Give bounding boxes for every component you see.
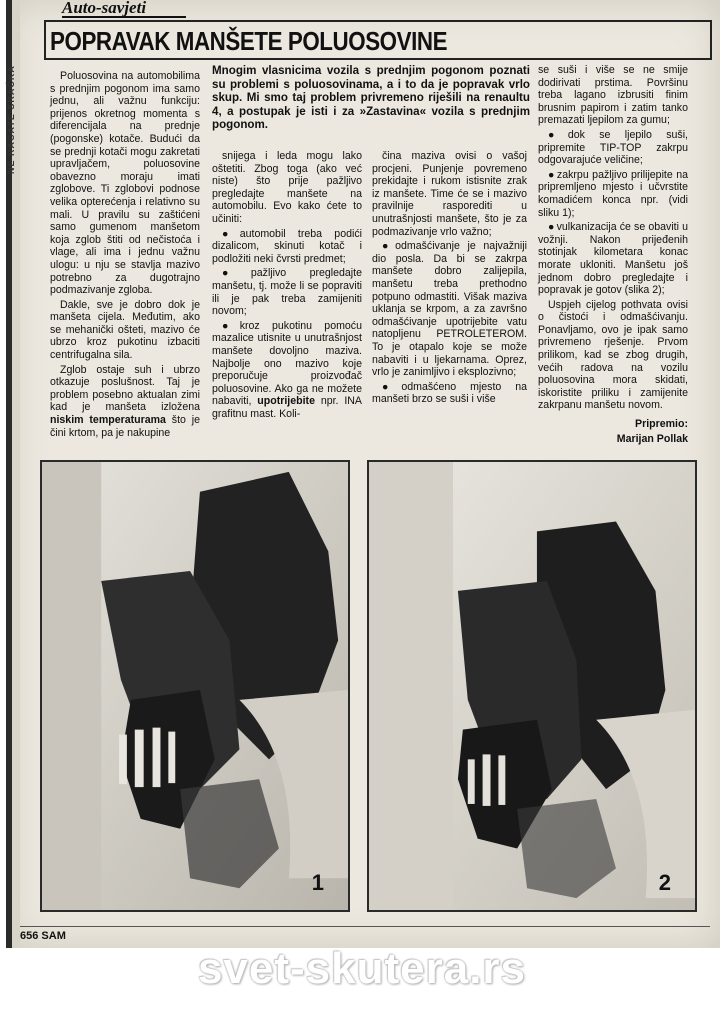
footer-rule	[20, 926, 710, 927]
paragraph: čina maziva ovisi o vašoj procjeni. Punjenje povremeno prekidajte i rukom istisnite zrak iz manšete. Time će se i mazivo pravilnije rasporediti u unutrašnjosti manšete, što je za podmazivanje vrlo važno;	[372, 150, 527, 238]
bullet-icon: ●	[222, 267, 249, 280]
paragraph: se suši i više se ne smije dodirivati prstima. Površinu treba lagano izbrusiti finim brusnim papirom i zatim tanko premazati ljepilom za gumu;	[538, 64, 688, 127]
author-credit-name: Marijan Pollak	[616, 432, 688, 445]
photo-number: 2	[658, 870, 671, 895]
bullet-item	[212, 267, 362, 317]
page-folio: 656 SAM	[20, 930, 66, 942]
text-column-3	[372, 150, 527, 408]
bullet-icon: ●	[548, 128, 566, 141]
paragraph: snijega i leda mogu lako oštetiti. Zbog toga (ako već niste) što prije pažljivo pregledajte manšete na automobilu. Evo kako ćete to učiniti:	[212, 150, 362, 225]
watermark: svet-skutera.rs	[197, 944, 527, 993]
bullet-item	[372, 381, 527, 406]
bullet-text: odmašćivanje je najvažniji dio posla. Da bi se zakrpa manšete dobro zalijepila, manšetu treba prethodno potpuno odmastiti. Višak maziva uklanja se krpom, a za završno odmašćivanje upotrijebite vatu natopljenu PETROLETEROM. To je otapalo koje se može nabaviti i u ljekarnama. Oprez, vrlo je zanimljivo i eksplozivno;	[372, 240, 527, 379]
paragraph: Poluosovina na automobilima s prednjim pogonom ima samo jednu, ali važnu funkciju: prijenos okretnog momenta s diferencijala na prednje (pogonske) kotače. Budući da se prednji kotači mogu zakretati upravljačem, poluosovine obavezno moraju imati zglobove. Ti zglobovi podnose velika opterećenja i relativno su mali. U pravilu su zaštićeni samo gumenom manšetom koja zglob štiti od nečistoća i vlage, ali ima i jednu važnu ulogu: u nju se stavlja mazivo potrebno za dugotrajno podmazivanje zgloba.	[50, 70, 200, 297]
bullet-icon: ●	[382, 380, 400, 393]
paragraph: Uspjeh cijelog pothvata ovisi o čistoći i odmašćivanju. Ponavljamo, ovo je ipak samo privremeno rješenje. Prvom prilikom, kad se zbog drugih, većih radova na vozilu poluosovina mora skidati, iskoristite priliku i zamijenite zakrpanu manšetu novom.	[538, 298, 688, 412]
bullet-text: vulkanizacija će se obaviti u vožnji. Nakon prijeđenih stotinjak kilometara konac morate ukloniti. Manšetu još jednom dobro pregledajte i popravak je gotov (slika 2);	[538, 221, 688, 297]
photo-2	[367, 460, 697, 912]
bullet-item	[212, 228, 362, 266]
article-headline: POPRAVAK MANŠETE POLUOSOVINE	[50, 26, 448, 56]
bullet-icon: ●	[382, 240, 394, 253]
bullet-item	[372, 240, 527, 379]
text-run-bold: niskim temperaturama	[50, 414, 166, 427]
bullet-item	[538, 129, 688, 167]
text-run: Zglob ostaje suh i ubrzo otkazuje poslušnost. Taj je problem posebno aktualan zimi kad je manšeta izložena	[50, 363, 200, 414]
text-column-1	[50, 70, 200, 441]
author-credit-label: Pripremio:	[635, 418, 688, 431]
text-column-4	[538, 64, 688, 447]
photo-1	[40, 460, 350, 912]
bullet-icon: ●	[548, 168, 555, 181]
photo-number: 1	[311, 870, 324, 895]
cv-joint-boot-photo	[42, 462, 348, 910]
bullet-icon: ●	[222, 227, 238, 240]
cv-joint-boot-photo	[369, 462, 695, 910]
bullet-icon: ●	[548, 221, 555, 234]
text-run: što je čini krtom, pa je nakupine	[50, 414, 201, 439]
paragraph	[50, 364, 200, 440]
bullet-item	[538, 169, 688, 219]
paragraph: Dakle, sve je dobro dok je manšeta cijela. Međutim, ako se mehanički ošteti, mazivo će ubrzo kroz pukotinu izbaciti centrifugalna sila.	[50, 298, 200, 362]
bullet-text: zakrpu pažljivo prilijepite na pripremljeno mjesto i učvrstite komadićem konca npr. (vidi sliku 1);	[538, 168, 689, 219]
side-label: NE RACATE SRAĆKA	[6, 65, 16, 175]
bullet-icon: ●	[222, 319, 238, 332]
bullet-text: dok se ljepilo suši, pripremite TIP-TOP zakrpu odgovarajuće veličine;	[538, 128, 688, 167]
bullet-item	[538, 221, 688, 297]
bullet-text: pažljivo pregledajte manšetu, tj. može li se popraviti ili je pak treba zamijeniti novom;	[212, 267, 362, 318]
text-run: npr. INA grafitnu mast. Koli-	[212, 395, 362, 420]
text-column-2	[212, 150, 362, 422]
text-run-bold: upotrijebite	[257, 395, 315, 408]
bullet-text: odmašćeno mjesto na manšeti brzo se suši i više	[372, 380, 527, 406]
bullet-item	[212, 320, 362, 421]
section-tag: Auto-savjeti	[62, 0, 186, 18]
article-lead: Mnogim vlasnicima vozila s prednjim pogonom poznati su problemi s poluosovinama, a i to da je popravak vrlo skup. Mi smo taj problem privremeno riješili na renaultu 4, a postupak je isti i za »Zastavina« vozila s prednjim pogonom.	[212, 64, 530, 132]
bullet-text: kroz pukotinu pomoću mazalice utisnite u unutrašnjost manšete dovoljno maziva. Najbolje ono mazivo koje preporučuje proizvođač poluosovine. Ako ga ne možete nabaviti,	[212, 319, 362, 408]
bullet-text: automobil treba podići dizalicom, skinuti kotač i podložiti neki čvrsti predmet;	[212, 227, 362, 265]
